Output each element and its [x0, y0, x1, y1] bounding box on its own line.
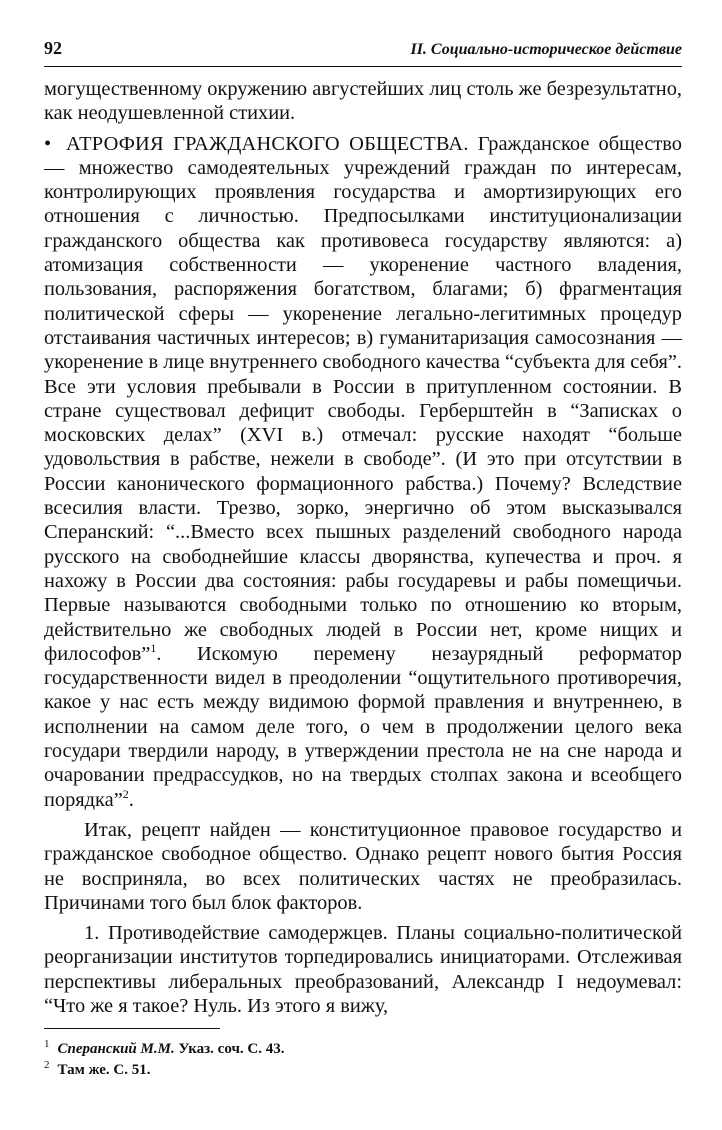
- body-text: [44, 77, 682, 1018]
- footnote-number: 2: [44, 1059, 50, 1072]
- footnote-text: Указ. соч. С. 43.: [174, 1041, 285, 1058]
- paragraph-2-text-b: . Искомую перемену незаурядный реформатор государственности видел в преодолении “ощутительного противоречия, какое у нас есть между видимою формой правления и внутреннею, в исполнении на самом деле того, о чем в продолжении целого века государи твердили народу, в утверждении престола не на сне народа и очаровании предрассудков, но на твердых столпах закона и всеобщего порядка”: [44, 642, 682, 811]
- section-lead: АТРОФИЯ ГРАЖДАНСКОГО ОБЩЕСТВА.: [66, 132, 469, 155]
- footnote-author: Сперанский М.М.: [57, 1041, 175, 1058]
- footnote-number: 1: [44, 1038, 50, 1051]
- paragraph-2: [44, 132, 682, 812]
- page-header: [44, 38, 682, 67]
- footnote-divider: [44, 1028, 220, 1029]
- footnotes: [44, 1039, 682, 1081]
- page-number: 92: [44, 38, 62, 58]
- bullet-icon: •: [44, 132, 52, 155]
- footnote-ref-2: 2: [122, 786, 129, 801]
- paragraph-1: могущественному окружению августейших лиц столь же безрезультатно, как неодушевленной стихии.: [44, 78, 682, 125]
- paragraph-2-text-a: Гражданское общество — множество самодеятельных учреждений граждан по интересам, контролирующих проявления государства и амортизирующих его отношения с личностью. Предпосылками институционализации гражданского общества как противовеса государству являются: а) атомизация собственности — укоренение частного владения, пользования, распоряжения богатством, благами; б) фрагментация политической сферы — укоренение легально-легитимных процедур отстаивания частичных интересов; в) гуманитаризация самосознания — укоренение в лице внутреннего свободного качества “субъекта для себя”. Все эти условия пребывали в России в притупленном состоянии. В стране существовал дефицит свободы. Герберштейн в “Записках о московских делах” (XVI в.) отмечал: русские находят “больше удовольствия в рабстве, нежели в свободе”. (И это при отсутствии в России канонического формационного рабства.) Почему? Вследствие всесилия власти. Трезво, зорко, энергично об этом высказывался Сперанский: “...Вместо всех пышных разделений свободного народа русского на свободнейшие классы дворянства, купечества и проч. я нахожу в России два состояния: рабы государевы и рабы помещичьи. Первые называются свободными только по отношению ко вторым, действительно же свободных людей в России нет, кроме нищих и философов”: [44, 132, 682, 665]
- footnote-ref-1: 1: [150, 641, 157, 656]
- paragraph-2-end: .: [128, 788, 134, 811]
- running-head: II. Социально-историческое действие: [410, 41, 682, 58]
- paragraph-3: Итак, рецепт найден — конституционное правовое государство и гражданское свободное общество. Однако рецепт нового бытия Россия не восприняла, во всех политических частях не преобразилась. Причинами того был блок факторов.: [44, 818, 682, 914]
- paragraph-4: 1. Противодействие самодержцев. Планы социально-политической реорганизации институтов торпедировались инициаторами. Отслеживая перспективы либеральных преобразований, Александр I недоумевал: “Что же я такое? Нуль. Из этого я вижу,: [44, 922, 682, 1017]
- footnote-text: Там же. С. 51.: [57, 1062, 151, 1079]
- footnote-1: [44, 1039, 682, 1060]
- footnote-2: [44, 1060, 682, 1081]
